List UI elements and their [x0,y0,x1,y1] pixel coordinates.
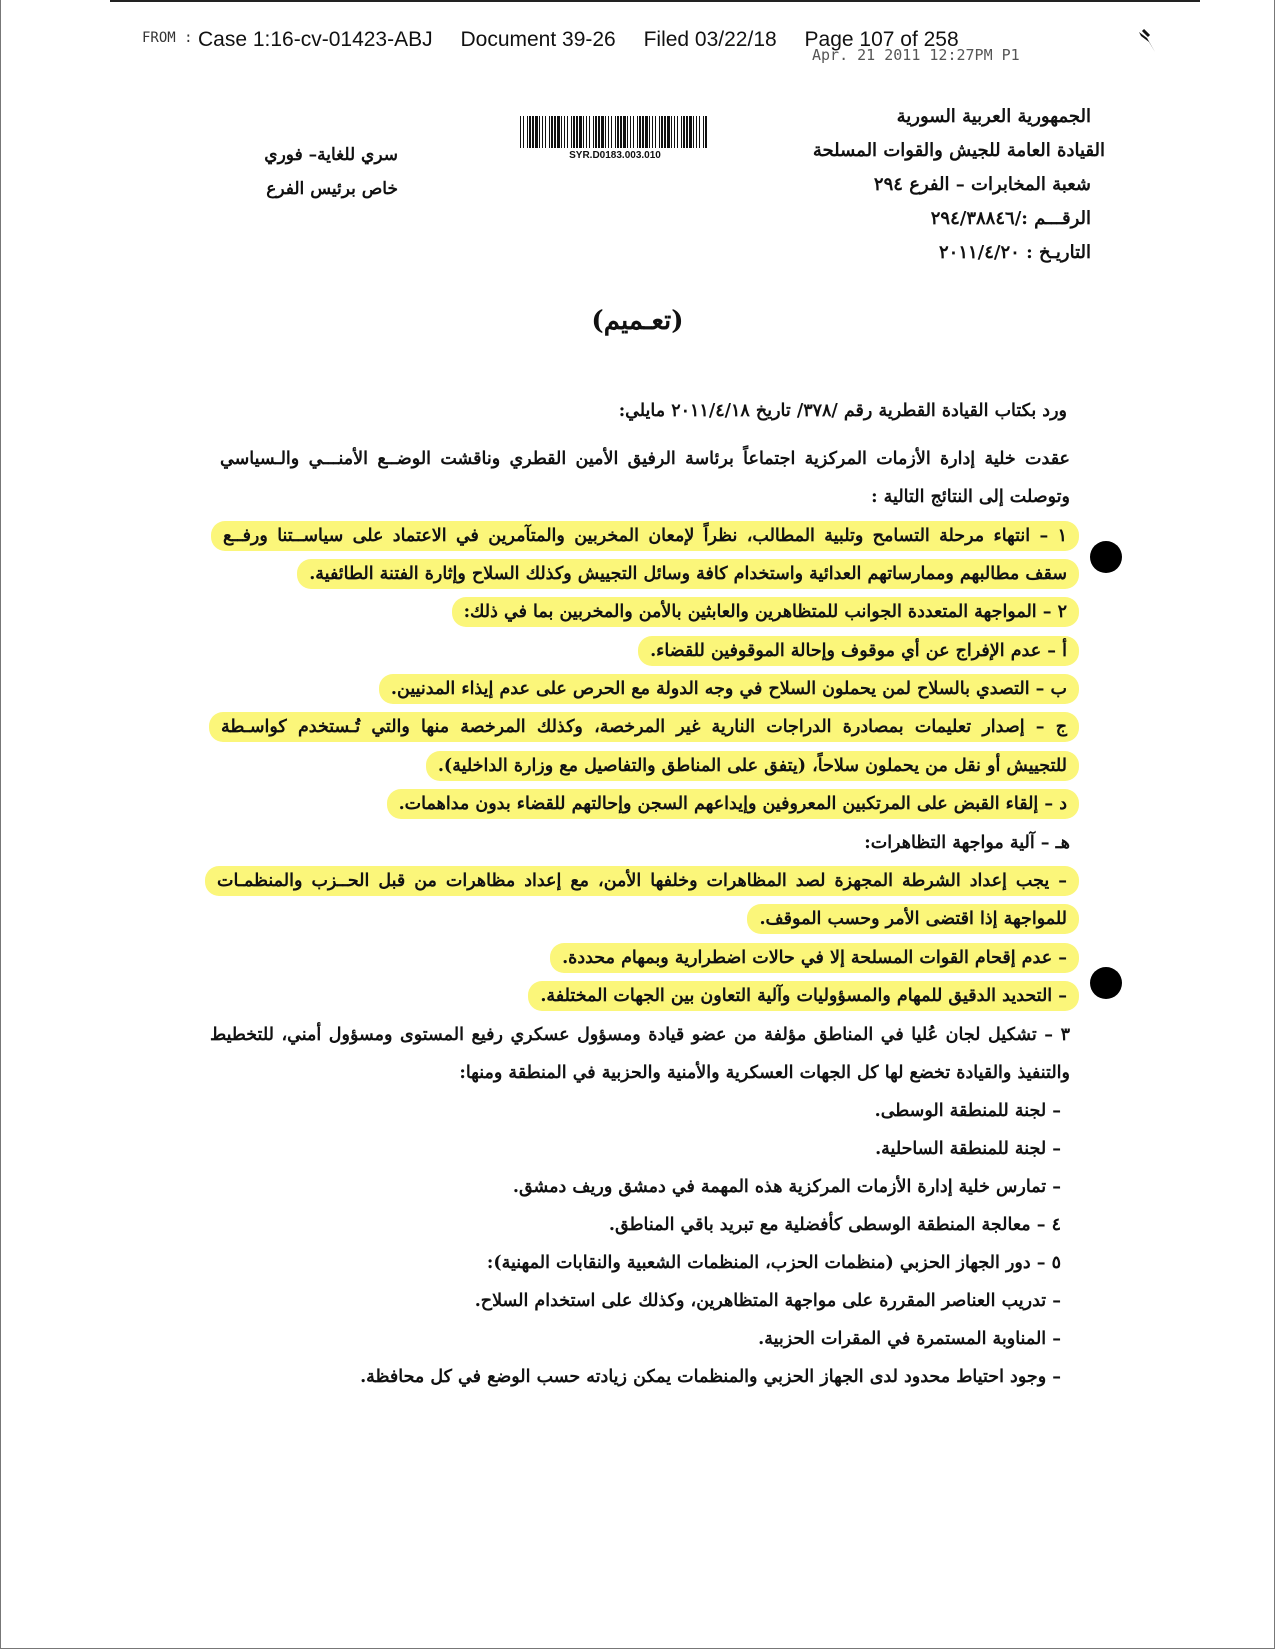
item2a-line: أ – عدم الإفراج عن أي موقوف وإحالة الموقوفين للقضاء. [638,636,1079,666]
filed-date: Filed 03/22/18 [643,28,777,51]
classification-block [248,138,398,206]
bullet-marker [1090,541,1122,573]
para1-line1: عقدت خلية إدارة الأزمات المركزية اجتماعاً برئاسة الرفيق الأمين القطري وناقشت الوضــع الأمنـــي والـسياسي [220,449,1070,469]
item2b-line: ب – التصدي بالسلاح لمن يحملون السلاح في وجه الدولة مع الحرص على عدم إيذاء المدنيين. [379,674,1079,704]
item2e1-line1: – يجب إعداد الشرطة المجهزة لصد المظاهرات وخلفها الأمن، مع إعداد مظاهرات من قبل الحــزب والمنظمـات [205,866,1079,896]
item3-sub2: – لجنة للمنطقة الساحلية. [875,1139,1061,1159]
intro-line: ورد بكتاب القيادة القطرية رقم /٣٧٨/ تاريخ ٢٠١١/٤/١٨ مايلي: [618,401,1067,421]
item2e3-line: – التحديد الدقيق للمهام والمسؤوليات وآلية التعاون بين الجهات المختلفة. [528,981,1079,1011]
letterhead-date: التاريـخ : ٢٠١١/٤/٢٠ [938,242,1091,263]
item5-sub2: – المناوبة المستمرة في المقرات الحزبية. [758,1329,1061,1349]
barcode [520,116,710,148]
item3-sub3: – تمارس خلية إدارة الأزمات المركزية هذه المهمة في دمشق وريف دمشق. [512,1177,1061,1197]
document-number: Document 39-26 [460,28,616,51]
item1-line1: ١ – انتهاء مرحلة التسامح وتلبية المطالب، نظراً لإمعان المخربين والمتآمرين في الاعتماد على سياســتنا ورفــع [211,521,1079,551]
item2e2-line: – عدم إقحام القوات المسلحة إلا في حالات اضطرارية وبمهام محددة. [550,943,1079,973]
bullet-marker [1090,967,1122,999]
item2e1-line2: للمواجهة إذا اقتضى الأمر وحسب الموقف. [747,904,1079,934]
fax-top-rule [110,0,1200,2]
item3-line2: والتنفيذ والقيادة تخضع لها كل الجهات العسكرية والأمنية والحزبية في المنطقة ومنها: [459,1063,1070,1083]
item5-sub1: – تدريب العناصر المقررة على مواجهة المتظاهرين، وكذلك على استخدام السلاح. [474,1291,1061,1311]
addressee-label: خاص برئيس الفرع [266,179,398,199]
letterhead-branch: شعبة المخابرات – الفرع ٢٩٤ [873,174,1091,195]
item1-line2: سقف مطالبهم وممارساتهم العدائية واستخدام كافة وسائل التجييش وكذلك السلاح وإثارة الفتنة الطائفية. [297,559,1079,589]
letterhead [745,100,1105,270]
page-count: Page 107 of 258 [804,28,959,51]
letterhead-republic: الجمهورية العربية السورية [896,106,1091,127]
pen-mark-icon [1135,28,1159,54]
item2d-line: د – إلقاء القبض على المرتكبين المعروفين وإيداعهم السجن وإحالتهم للقضاء بدون مداهمات. [387,789,1079,819]
para1-line2: وتوصلت إلى النتائج التالية : [871,487,1070,507]
item2-line: ٢ – المواجهة المتعددة الجوانب للمتظاهرين والعابثين بالأمن والمخربين بما في ذلك: [452,597,1079,627]
item5-line: ٥ – دور الجهاز الحزبي (منظمات الحزب، المنظمات الشعبية والنقابات المهنية): [486,1253,1061,1273]
item3-line1: ٣ – تشكيل لجان عُليا في المناطق مؤلفة من عضو قيادة ومسؤول عسكري رفيع المستوى ومسؤول أمني، للتخطيط [210,1025,1070,1045]
document-title: (تعـميم) [591,306,684,336]
case-number: Case 1:16-cv-01423-ABJ [198,28,433,51]
fax-from-label: FROM : [142,30,193,46]
item2e-heading: هـ – آلية مواجهة التظاهرات: [864,833,1070,853]
secrecy-label: سري للغاية– فوري [264,145,398,165]
item4-line: ٤ – معالجة المنطقة الوسطى كأفضلية مع تبريد باقي المناطق. [608,1215,1061,1235]
letterhead-ref: الرقـــم :/٢٩٤/٣٨٨٤٦ [930,208,1091,229]
letterhead-command: القيادة العامة للجيش والقوات المسلحة [812,140,1105,161]
item2c-line1: ج – إصدار تعليمات بمصادرة الدراجات النارية غير المرخصة، وكذلك المرخصة منها والتي تُـستخدم كواسـطة [209,712,1079,742]
item5-sub3: – وجود احتياط محدود لدى الجهاز الحزبي والمنظمات يمكن زيادته حسب الوضع في كل محافظة. [360,1367,1061,1387]
item3-sub1: – لجنة للمنطقة الوسطى. [874,1101,1061,1121]
barcode-label: SYR.D0183.003.010 [569,150,661,161]
fax-timestamp: Apr. 21 2011 12:27PM P1 [812,46,1020,64]
item2c-line2: للتجييش أو نقل من يحملون سلاحاً، (يتفق على المناطق والتفاصيل مع وزارة الداخلية). [426,751,1079,781]
